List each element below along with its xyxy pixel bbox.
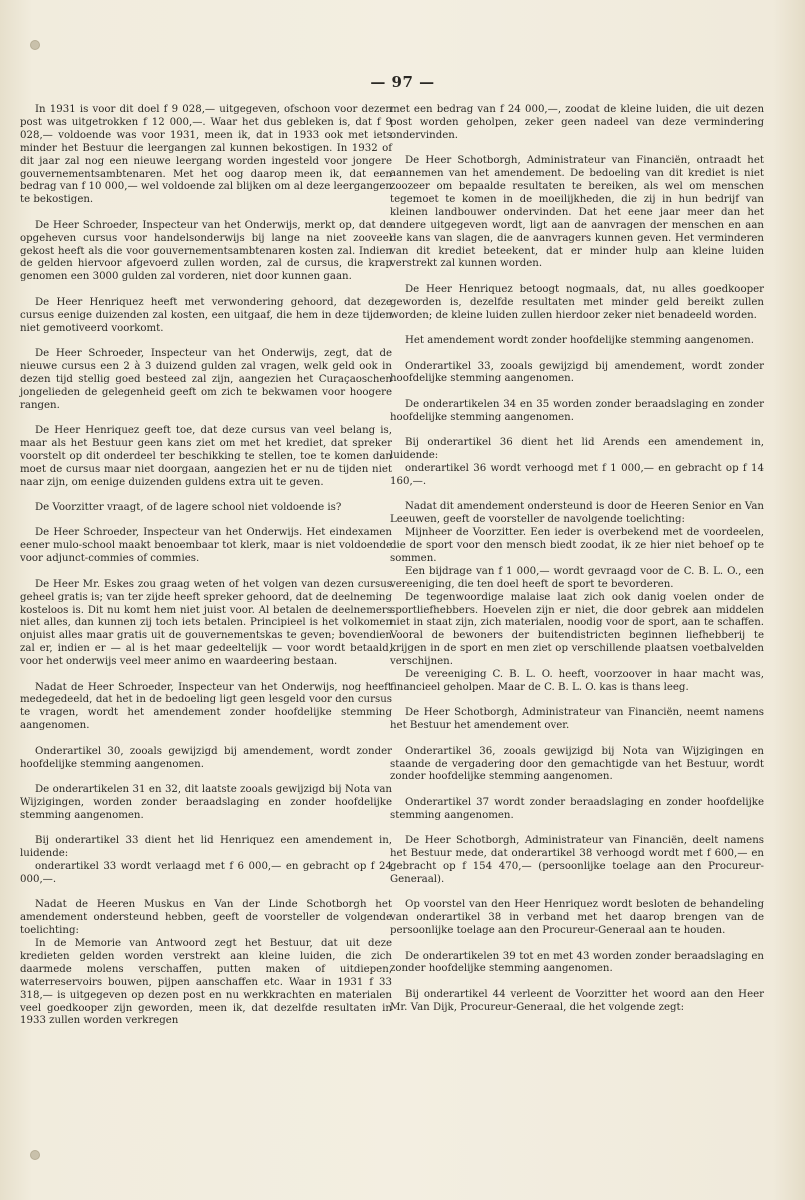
binding-hole bbox=[30, 1150, 40, 1160]
binding-hole bbox=[30, 40, 40, 50]
paragraph: De Heer Henriquez betoogt nogmaals, dat, nu alles goedkooper geworden is, dezelfde resultaten met minder geld bereikt zullen worden; de kleine luiden zullen hierdoor zeker niet benadeeld worden. bbox=[390, 283, 764, 321]
paragraph: Het amendement wordt zonder hoofdelijke stemming aangenomen. bbox=[405, 335, 754, 347]
paragraph: De tegenwoordige malaise laat zich ook danig voelen onder de sportliefhebbers. Hoevelen zijn er niet, die door gebrek aan middelen niet in staat zijn, zich materialen, noodig voor de sport, aan te schaffen. Vooral de bewoners der buitendistricten beginnen liefhebberij te krijgen in de sport en men ziet op verschillende plaatsen voetbalvelden verschijnen. bbox=[390, 591, 764, 668]
paragraph: Op voorstel van den Heer Henriquez wordt besloten de behandeling van onderartikel 38 in verband met het daarop brengen van de persoonlijke toelage aan den Procureur-Generaal aan te houden. bbox=[390, 899, 764, 937]
paragraph: De Voorzitter vraagt, of de lagere school niet voldoende is? bbox=[35, 502, 342, 514]
paragraph: Onderartikel 36, zooals gewijzigd bij Nota van Wijzigingen en staande de vergadering door den gemachtigde van het Bestuur, wordt zonder hoofdelijke stemming aangenomen. bbox=[390, 745, 764, 783]
page-number: — 97 — bbox=[370, 73, 435, 91]
paragraph: De Heer Mr. Eskes zou graag weten of het volgen van dezen cursus geheel gratis is; van ter zijde heeft spreker gehoord, dat de deelneming kosteloos is. Dit nu komt hem niet juist voor. Al betalen de deelnemers niet alles, dan kunnen zij toch iets betalen. Principieel is het volkomen onjuist alles maar gratis uit de gouvernementskas te geven; bovendien zal er, indien er — al is het maar gedeeltelijk — voor wordt betaald, voor het onderwijs veel meer animo en waardeering bestaan. bbox=[20, 578, 392, 668]
right-column bbox=[390, 104, 764, 1027]
paragraph: Mijnheer de Voorzitter. Een ieder is overbekend met de voordeelen, die de sport voor den mensch biedt zoodat, ik ze hier niet behoef op te sommen. bbox=[390, 527, 764, 564]
paragraph: De Heer Schotborgh, Administrateur van Financiën, neemt namens het Bestuur het amendement over. bbox=[390, 707, 764, 732]
amendment-text: onderartikel 33 wordt verlaagd met f 6 000,— en gebracht op f 24 000,—. bbox=[20, 861, 392, 885]
amendment-text: onderartikel 36 wordt verhoogd met f 1 000,— en gebracht op f 14 160,—. bbox=[390, 462, 764, 487]
paragraph: De onderartikelen 39 tot en met 43 worden zonder beraadslaging en zonder hoofdelijke stemming aangenomen. bbox=[390, 950, 764, 975]
paragraph: Bij onderartikel 44 verleent de Voorzitter het woord aan den Heer Mr. Van Dijk, Procureur-Generaal, die het volgende zegt: bbox=[390, 988, 764, 1013]
paragraph: De Heer Schroeder, Inspecteur van het Onderwijs. Het eindexamen eener mulo-school maakt benoembaar tot klerk, maar is niet voldoende voor adjunct-commies of commies. bbox=[20, 527, 392, 565]
paragraph: De Heer Schotborgh, Administrateur van Financiën, ontraadt het aannemen van het amendement. De bedoeling van dit krediet is niet zoozeer om bepaalde resultaten te bereiken, als wel om menschen tegemoet te komen in de moeilijkheden, die zij in hun bedrijf van kleinen landbouwer ondervinden. Dat het eene jaar meer dan het andere uitgegeven wordt, ligt aan de aanvragen der menschen en aan de kans van slagen, die de aanvragers kunnen geven. Het verminderen van dit krediet beteekent, dat er minder hulp aan kleine luiden verstrekt zal kunnen worden. bbox=[390, 155, 764, 270]
paragraph: Nadat dit amendement ondersteund is door de Heeren Senior en Van Leeuwen, geeft de voorsteller de navolgende toelichting: bbox=[390, 501, 764, 526]
paragraph: De Heer Schroeder, Inspecteur van het Onderwijs, zegt, dat de nieuwe cursus een 2 à 3 duizend gulden zal vragen, welk geld ook in dezen tijd stellig goed besteed zal zijn, aangezien het Curaçaoschen jongelieden de gelegenheid geeft om zich te bekwamen voor hoogere rangen. bbox=[20, 348, 392, 411]
paragraph: Onderartikel 30, zooals gewijzigd bij amendement, wordt zonder hoofdelijke stemming aangenomen. bbox=[20, 745, 392, 770]
paragraph: De onderartikelen 31 en 32, dit laatste zooals gewijzigd bij Nota van Wijzigingen, worden zonder beraadslaging en zonder hoofdelijke stemming aangenomen. bbox=[20, 783, 392, 821]
paragraph: De onderartikelen 34 en 35 worden zonder beraadslaging en zonder hoofdelijke stemming aangenomen. bbox=[390, 398, 764, 423]
paragraph: Onderartikel 37 wordt zonder beraadslaging en zonder hoofdelijke stemming aangenomen. bbox=[390, 796, 764, 821]
left-column bbox=[20, 104, 392, 1041]
paragraph: De Heer Henriquez geeft toe, dat deze cursus van veel belang is, maar als het Bestuur geen kans ziet om met het krediet, dat spreker voorstelt op dit onderdeel ter beschikking te stellen, toe te komen dan moet de cursus maar niet doorgaan, aangezien het er nu de tijden niet naar zijn, om eenige duizenden guldens extra uit te geven. bbox=[20, 425, 392, 488]
paragraph: Nadat de Heeren Muskus en Van der Linde Schotborgh het amendement ondersteund hebben, geeft de voorsteller de volgende toelichting: bbox=[20, 899, 392, 937]
paragraph: Bij onderartikel 33 dient het lid Henriquez een amendement in, luidende: bbox=[20, 835, 392, 860]
paragraph: Nadat de Heer Schroeder, Inspecteur van het Onderwijs, nog heeft medegedeeld, dat het in de bedoeling ligt geen lesgeld voor den cursus te vragen, wordt het amendement zonder hoofdelijke stemming aangenomen. bbox=[20, 681, 392, 732]
paragraph: Onderartikel 33, zooals gewijzigd bij amendement, wordt zonder hoofdelijke stemming aangenomen. bbox=[390, 360, 764, 385]
paragraph: De vereeniging C. B. L. O. heeft, voorzoover in haar macht was, financieel geholpen. Maar de C. B. L. O. kas is thans leeg. bbox=[390, 669, 764, 693]
paragraph: Bij onderartikel 36 dient het lid Arends een amendement in, luidende: bbox=[390, 437, 764, 462]
paragraph: In de Memorie van Antwoord zegt het Bestuur, dat uit deze kredieten gelden worden verstrekt aan kleine luiden, die zich daarmede molens verschaffen, putten maken of uitdiepen, waterreservoirs bouwen, pijpen aanschaffen etc. Waar in 1931 f 33 318,— is uitgegeven op dezen post en nu werkkrachten en materialen veel goedkooper zijn geworden, meen ik, dat dezelfde resultaten in 1933 zullen worden verkregen bbox=[20, 938, 392, 1027]
paragraph: met een bedrag van f 24 000,—, zoodat de kleine luiden, die uit dezen post worden geholpen, zeker geen nadeel van deze vermindering ondervinden. bbox=[390, 104, 764, 141]
paragraph: In 1931 is voor dit doel f 9 028,— uitgegeven, ofschoon voor dezen post was uitgetrokken f 12 000,—. Waar het dus gebleken is, dat f 9 028,— voldoende was voor 1931, meen ik, dat in 1933 ook met iets minder het Bestuur die leergangen zal kunnen bekostigen. In 1932 of dit jaar zal nog een nieuwe leergang worden ingesteld voor jongere gouvernementsambtenaren. Met het oog daarop meen ik, dat een bedrag van f 10 000,— wel voldoende zal blijken om al deze leergangen te bekostigen. bbox=[20, 104, 392, 206]
paragraph: De Heer Schroeder, Inspecteur van het Onderwijs, merkt op, dat de opgeheven cursus voor handelsonderwijs bij lange na niet zooveel gekost heeft als die voor gouvernementsambtenaren kosten zal. Indien de gelden hiervoor afgevoerd zullen worden, zal de cursus, die krap genomen een 3000 gulden zal vorderen, niet door kunnen gaan. bbox=[20, 219, 392, 283]
paragraph: Een bijdrage van f 1 000,— wordt gevraagd voor de C. B. L. O., een vereeniging, die ten doel heeft de sport te bevorderen. bbox=[390, 565, 764, 590]
paragraph: De Heer Schotborgh, Administrateur van Financiën, deelt namens het Bestuur mede, dat onderartikel 38 verhoogd wordt met f 600,— en gebracht op f 154 470,— (persoonlijke toelage aan den Procureur-Generaal). bbox=[390, 835, 764, 885]
paragraph: De Heer Henriquez heeft met verwondering gehoord, dat deze cursus eenige duizenden zal kosten, een uitgaaf, die hem in deze tijden niet gemotiveerd voorkomt. bbox=[20, 296, 392, 334]
